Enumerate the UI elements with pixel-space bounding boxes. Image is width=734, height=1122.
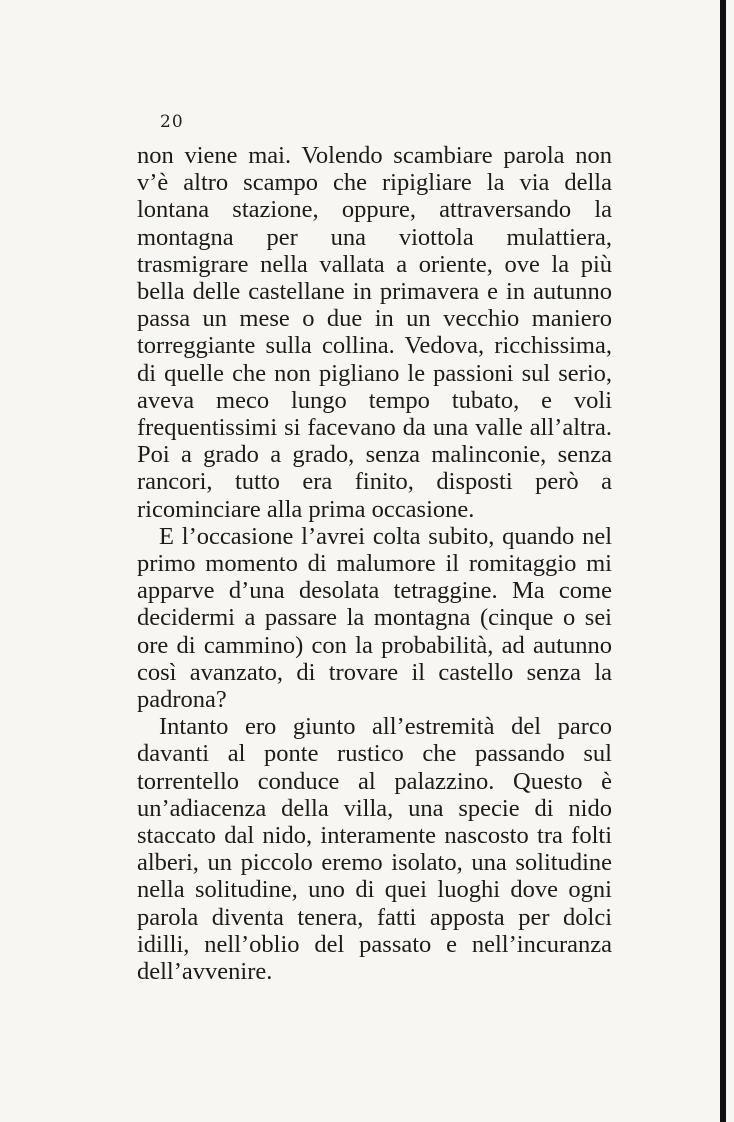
paragraph-3: Intanto ero giunto all’estremità del parco davanti al ponte rustico che passando sul torrentello conduce al palazzino. Questo è un’adiacenza della villa, una specie di nido staccato dal nido, interamente nascosto tra folti alberi, un piccolo eremo isolato, una solitudine nella solitudine, uno di quei luoghi dove ogni parola diventa tenera, fatti apposta per dolci idilli, nell’oblio del passato e nell’incuranza dell’avvenire. [137,713,612,986]
page-number: 20 [160,112,184,132]
paragraph-1: non viene mai. Volendo scambiare parola non v’è altro scampo che ripigliare la via della lontana stazione, oppure, attraversando la montagna per una viottola mulattiera, trasmigrare nella vallata a oriente, ove la più bella delle castellane in primavera e in autunno passa un mese o due in un vecchio maniero torreggiante sulla collina. Vedova, ricchissima, di quelle che non pigliano le passioni sul serio, aveva meco lungo tempo tubato, e voli frequentissimi si facevano da una valle all’altra. Poi a grado a grado, senza malinconie, senza rancori, tutto era finito, disposti però a ricominciare alla prima occasione. [137,142,612,523]
paragraph-2: E l’occasione l’avrei colta subito, quando nel primo momento di malumore il romitaggio mi apparve d’una desolata tetraggine. Ma come decidermi a passare la montagna (cinque o sei ore di cammino) con la probabilità, ad autunno così avanzato, di trovare il castello senza la padrona? [137,522,612,714]
body-text [137,142,612,985]
page-edge-shadow [720,0,726,1122]
